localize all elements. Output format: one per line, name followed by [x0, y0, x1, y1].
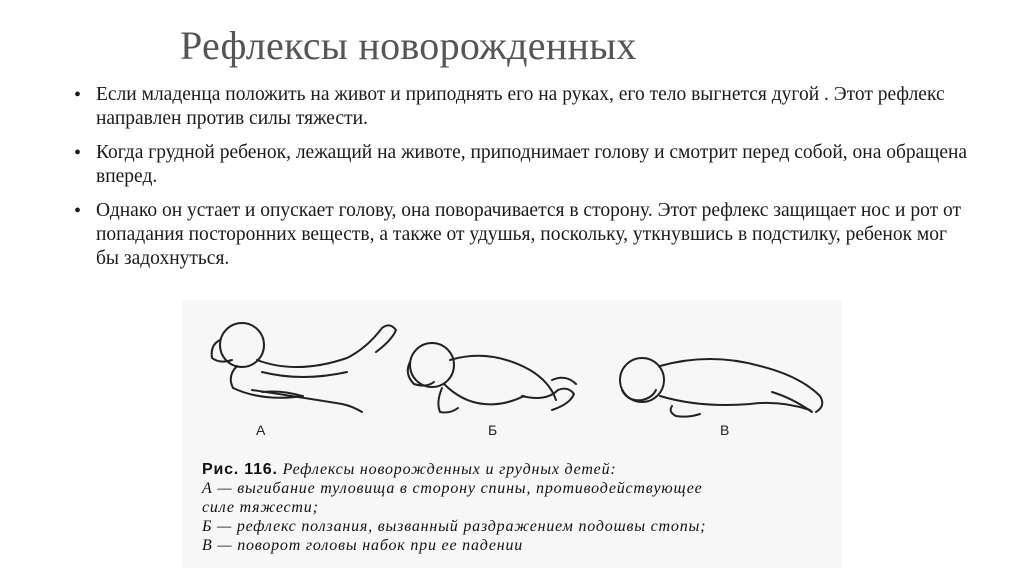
caption-line: силе тяжести;: [202, 499, 319, 516]
infant-a-drawing: [212, 323, 396, 412]
caption-line: А — выгибание туловища в сторону спины, противодействующее: [202, 480, 703, 497]
figure-label-a: А: [256, 422, 266, 438]
infant-b-drawing: [408, 343, 576, 413]
caption-line: Б — рефлекс ползания, вызванный раздражением подошвы стопы;: [202, 518, 707, 535]
slide-title: Рефлексы новорожденных: [180, 23, 637, 68]
bullet-list: [74, 83, 974, 281]
figure-caption: [202, 460, 832, 555]
infant-illustrations: [182, 300, 842, 450]
reflex-figure: [182, 300, 842, 568]
caption-lead: Рис. 116.: [202, 461, 278, 478]
caption-line: В — поворот головы набок при ее падении: [202, 537, 524, 554]
bullet-item: • Если младенца положить на живот и приподнять его на руках, его тело выгнется дугой . Этот рефлекс направлен против силы тяжести.: [74, 83, 974, 131]
figure-label-v: В: [720, 422, 730, 438]
caption-line: Рефлексы новорожденных и грудных детей:: [282, 461, 617, 478]
bullet-item: • Когда грудной ребенок, лежащий на животе, приподнимает голову и смотрит перед собой, она обращена вперед.: [74, 141, 974, 189]
figure-label-b: Б: [488, 422, 498, 438]
bullet-item: • Однако он устает и опускает голову, она поворачивается в сторону. Этот рефлекс защищает нос и рот от попадания посторонних веществ, а также от удушья, поскольку, уткнувшись в подстилку, ребенок мог бы задохнуться.: [74, 199, 974, 271]
infant-c-drawing: [620, 358, 822, 417]
